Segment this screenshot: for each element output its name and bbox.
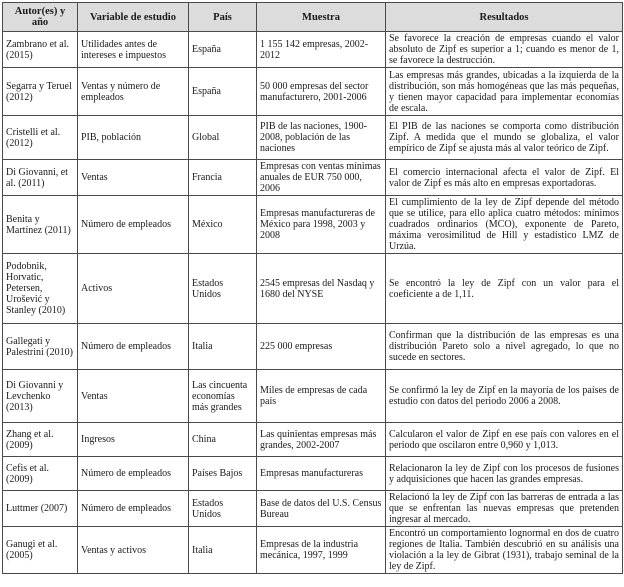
cell-results: Confirman que la distribución de las empresas es una distribución Pareto solo a nivel agregado, lo que no sucede en sectores. [386,324,623,370]
cell-sample: PIB de las naciones, 1900-2008, población de las naciones [257,116,386,160]
cell-sample: 225 000 empresas [257,324,386,370]
cell-country: México [189,196,257,254]
table-row [3,160,623,196]
cell-results: Las empresas más grandes, ubicadas a la izquierda de la distribución, son más homogéneas que las más pequeñas, y tienen mayor capacidad para implementar economías de escala. [386,68,623,116]
cell-country: Italia [189,324,257,370]
cell-author: Luttmer (2007) [3,491,78,527]
cell-country: Las cincuenta economías más grandes [189,370,257,423]
cell-variable: Ventas [78,370,189,423]
cell-author: Di Giovanni y Levchenko (2013) [3,370,78,423]
header-results: Resultados [386,3,623,32]
header-author: Autor(es) y año [3,3,78,32]
cell-author: Gallegati y Palestrini (2010) [3,324,78,370]
cell-results: Relacionó la ley de Zipf con las barreras de entrada a las que se enfrentan las nuevas empresas que pretenden ingresar al mercado. [386,491,623,527]
cell-variable: Activos [78,254,189,324]
table-row [3,196,623,254]
table-row [3,68,623,116]
cell-country: China [189,423,257,457]
cell-country: Estados Unidos [189,491,257,527]
cell-variable: Número de empleados [78,324,189,370]
cell-results: Encontró un comportamiento lognormal en dos de cuatro regiones de Italia. También descubrió en su análisis una violación a la ley de Gibrat (1931), trabajo seminal de la ley de Zipf. [386,527,623,574]
table-row [3,423,623,457]
cell-sample: Empresas manufactureras [257,457,386,491]
cell-author: Podobnik, Horvatic, Petersen, Urošević y Stanley (2010) [3,254,78,324]
cell-author: Zambrano et al. (2015) [3,32,78,68]
cell-country: Italia [189,527,257,574]
cell-results: Relacionaron la ley de Zipf con los procesos de fusiones y adquisiciones que hacen las grandes empresas. [386,457,623,491]
table-row [3,116,623,160]
header-variable: Variable de estudio [78,3,189,32]
cell-results: Se encontró la ley de Zipf con un valor para el coeficiente a de 1,11. [386,254,623,324]
cell-sample: Empresas manufactureras de México para 1998, 2003 y 2008 [257,196,386,254]
table-row [3,254,623,324]
cell-country: Francia [189,160,257,196]
cell-sample: Empresas de la industria mecánica, 1997, 1999 [257,527,386,574]
header-country: País [189,3,257,32]
cell-results: Se favorece la creación de empresas cuando el valor absoluto de Zipf es superior a 1; cuando es menor de 1, se favorece la destrucción. [386,32,623,68]
cell-country: Global [189,116,257,160]
table-row [3,324,623,370]
cell-variable: Ventas [78,160,189,196]
table-row [3,457,623,491]
literature-table [2,2,623,574]
cell-variable: Número de empleados [78,491,189,527]
cell-sample: Miles de empresas de cada país [257,370,386,423]
header-sample: Muestra [257,3,386,32]
cell-author: Zhang et al. (2009) [3,423,78,457]
cell-sample: Empresas con ventas mínimas anuales de EUR 750 000, 2006 [257,160,386,196]
cell-results: El PIB de las naciones se comporta como distribución Zipf. A medida que el mundo se globaliza, el valor empírico de Zipf se ajusta más al valor teórico de Zipf. [386,116,623,160]
cell-variable: Ingresos [78,423,189,457]
cell-sample: 50 000 empresas del sector manufacturero, 2001-2006 [257,68,386,116]
cell-results: El comercio internacional afecta el valor de Zipf. El valor de Zipf es más alto en empresas exportadoras. [386,160,623,196]
cell-country: Estados Unidos [189,254,257,324]
cell-country: España [189,32,257,68]
cell-author: Segarra y Teruel (2012) [3,68,78,116]
cell-variable: Ventas y número de empleados [78,68,189,116]
cell-author: Ganugi et al. (2005) [3,527,78,574]
cell-sample: Base de datos del U.S. Census Bureau [257,491,386,527]
cell-country: Países Bajos [189,457,257,491]
cell-results: Se confirmó la ley de Zipf en la mayoría de los países de estudio con datos del periodo 2006 a 2008. [386,370,623,423]
cell-author: Cefis et al. (2009) [3,457,78,491]
table-row [3,527,623,574]
cell-sample: 2545 empresas del Nasdaq y 1680 del NYSE [257,254,386,324]
cell-variable: Ventas y activos [78,527,189,574]
table-row [3,370,623,423]
cell-author: Di Giovanni, et al. (2011) [3,160,78,196]
header-row [3,3,623,32]
cell-sample: 1 155 142 empresas, 2002-2012 [257,32,386,68]
table-row [3,491,623,527]
cell-sample: Las quinientas empresas más grandes, 2002-2007 [257,423,386,457]
cell-variable: Número de empleados [78,457,189,491]
cell-variable: Utilidades antes de intereses e impuestos [78,32,189,68]
cell-results: Calcularon el valor de Zipf en ese país con valores en el periodo que oscilaron entre 0,960 y 1,013. [386,423,623,457]
cell-author: Cristelli et al. (2012) [3,116,78,160]
cell-variable: PIB, población [78,116,189,160]
cell-author: Benita y Martínez (2011) [3,196,78,254]
cell-results: El cumplimiento de la ley de Zipf depende del método que se utilice, para ello aplica cuatro métodos: mínimos cuadrados ordinarios (MCO), exponente de Pareto, máxima verosimilitud de Hill y estadístico LMZ de Urzúa. [386,196,623,254]
cell-country: España [189,68,257,116]
cell-variable: Número de empleados [78,196,189,254]
table-row [3,32,623,68]
